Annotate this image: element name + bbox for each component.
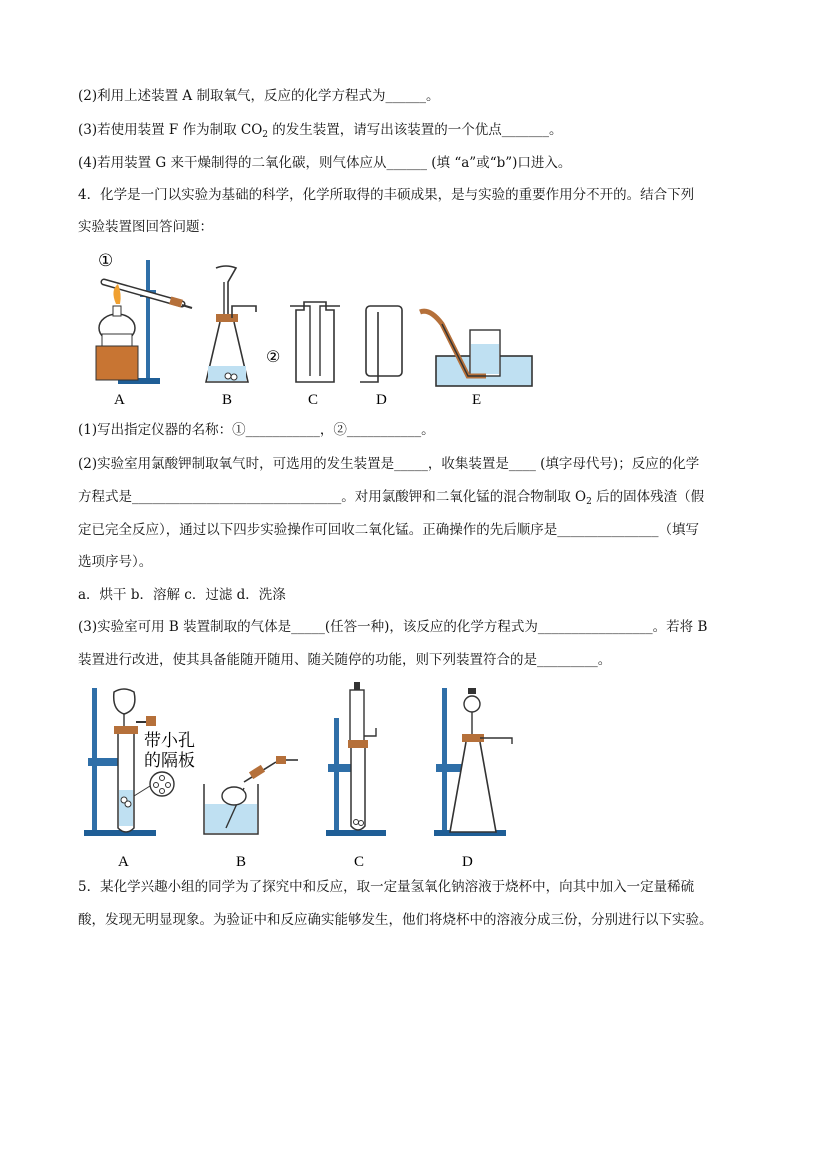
question-5-stem: 5．某化学兴趣小组的同学为了探究中和反应，取一定量氢氧化钠溶液于烧杯中，向其中加入一定量稀硫 xyxy=(78,879,695,895)
apparatus-2c xyxy=(326,682,386,836)
label-2d: D xyxy=(462,854,473,870)
marker-1: ① xyxy=(98,251,114,271)
apparatus-b xyxy=(206,266,256,382)
marker-2: ② xyxy=(266,347,281,366)
label-2c: C xyxy=(354,854,365,870)
apparatus-2a xyxy=(84,688,195,836)
subscript: 2 xyxy=(586,497,592,507)
label-a: A xyxy=(114,392,125,408)
question-4-stem: 4．化学是一门以实验为基础的科学，化学所取得的丰硕成果，是与实验的重要作用分不开的。结合下列 xyxy=(78,187,695,203)
label-d: D xyxy=(376,392,387,408)
apparatus-2d xyxy=(434,688,512,836)
text-segment: 后的固体残渣（假 xyxy=(591,489,705,505)
question-4-part-2: (2)实验室用氯酸钾制取氧气时，可选用的发生装置是_____，收集装置是____ (填字母代号)；反应的化学 xyxy=(78,456,700,472)
plate-label-1: 带小孔 xyxy=(144,731,195,751)
question-3-part-4: (4)若用装置 G 来干燥制得的二氧化碳，则气体应从______ (填 “a”或“b”)口进入。 xyxy=(78,155,572,171)
text-segment: 方程式是_______________________________。对用氯酸钾和二氧化锰的混合物制取 O xyxy=(78,489,587,505)
apparatus-a xyxy=(96,251,192,384)
label-2b: B xyxy=(236,854,247,870)
subscript: 2 xyxy=(262,130,268,140)
apparatus-c xyxy=(266,302,340,382)
question-4-part-1: (1)写出指定仪器的名称：①___________，②___________。 xyxy=(78,422,435,438)
question-4-options: a．烘干 b．溶解 c．过滤 d．洗涤 xyxy=(78,587,286,603)
label-c: C xyxy=(308,392,319,408)
label-b: B xyxy=(222,392,233,408)
text-segment: 的发生装置，请写出该装置的一个优点_______。 xyxy=(268,122,563,138)
question-5-stem-cont: 酸，发现无明显现象。为验证中和反应确实能够发生，他们将烧杯中的溶液分成三份，分别进行以下实验。 xyxy=(78,912,713,928)
question-3-part-2: (2)利用上述装置 A 制取氧气，反应的化学方程式为______。 xyxy=(78,88,440,104)
question-4-stem-cont: 实验装置图回答问题： xyxy=(78,219,213,235)
apparatus-d xyxy=(360,306,402,382)
apparatus-figure-2 xyxy=(78,678,528,873)
question-3-part-3 xyxy=(78,120,563,140)
label-2a: A xyxy=(118,854,129,870)
plate-label-2: 的隔板 xyxy=(144,751,195,771)
apparatus-2b xyxy=(204,756,298,834)
text-segment: (3)若使用装置 F 作为制取 CO xyxy=(78,122,263,138)
question-4-part-3: (3)实验室可用 B 装置制取的气体是_____(任答一种)，该反应的化学方程式为_________________。若将 B xyxy=(78,619,708,635)
apparatus-figure-1 xyxy=(70,248,550,413)
question-4-part-3-cont: 装置进行改进，使其具备能随开随用、随关随停的功能，则下列装置符合的是_________。 xyxy=(78,652,612,668)
question-4-part-2-cont: 定已完全反应），通过以下四步实验操作可回收二氧化锰。正确操作的先后顺序是_______________（填写 xyxy=(78,522,699,538)
question-4-part-2-cont xyxy=(78,487,704,507)
label-e: E xyxy=(472,392,482,408)
question-4-part-2-cont: 选项序号）。 xyxy=(78,554,153,570)
apparatus-e xyxy=(420,311,532,386)
